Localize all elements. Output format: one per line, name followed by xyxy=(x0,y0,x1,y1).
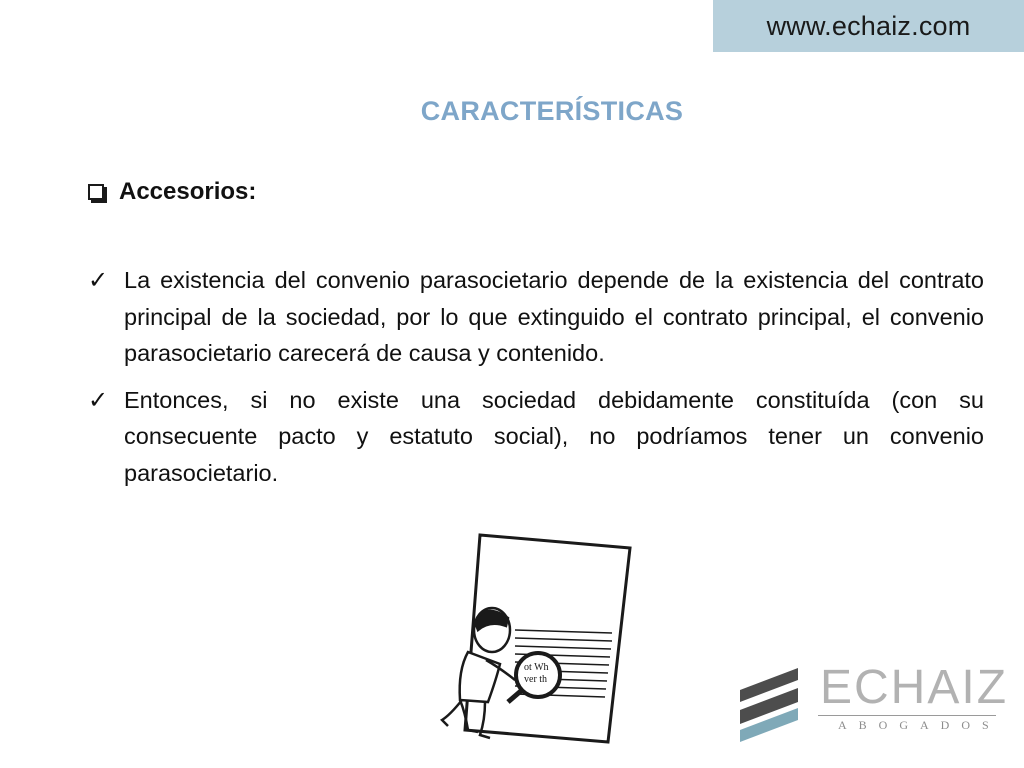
bullet-text: La existencia del convenio parasocietario depende de la existencia del contrato principal de la sociedad, por lo que extinguido el contrato principal, el convenio parasocietario carecerá de causa y contenido. xyxy=(124,267,984,366)
section-heading xyxy=(88,174,256,210)
checkmark-icon: ✓ xyxy=(88,385,109,414)
logo-name: ECHAIZ xyxy=(820,661,1009,714)
website-url-banner xyxy=(713,0,1024,52)
man-reading-document-illustration xyxy=(430,530,640,745)
website-url: www.echaiz.com xyxy=(766,10,971,41)
logo-subtitle: ABOGADOS xyxy=(838,718,1001,732)
bullet-text: Entonces, si no existe una sociedad debidamente constituída (con su consecuente pacto y estatuto social), no podríamos tener un convenio parasocietario. xyxy=(124,386,984,486)
section-heading-text: Accesorios: xyxy=(119,178,257,205)
lens-text-line-2: ver th xyxy=(524,674,548,685)
square-bullet-icon xyxy=(88,184,104,200)
bullet-item xyxy=(88,262,984,372)
checkmark-icon: ✓ xyxy=(88,266,109,294)
lens-text-line-1: ot Wh xyxy=(524,662,549,673)
slide-title: CARACTERÍSTICAS xyxy=(420,96,684,126)
logo-divider xyxy=(818,715,996,716)
bullet-item xyxy=(88,382,984,492)
bullet-list xyxy=(88,262,984,501)
